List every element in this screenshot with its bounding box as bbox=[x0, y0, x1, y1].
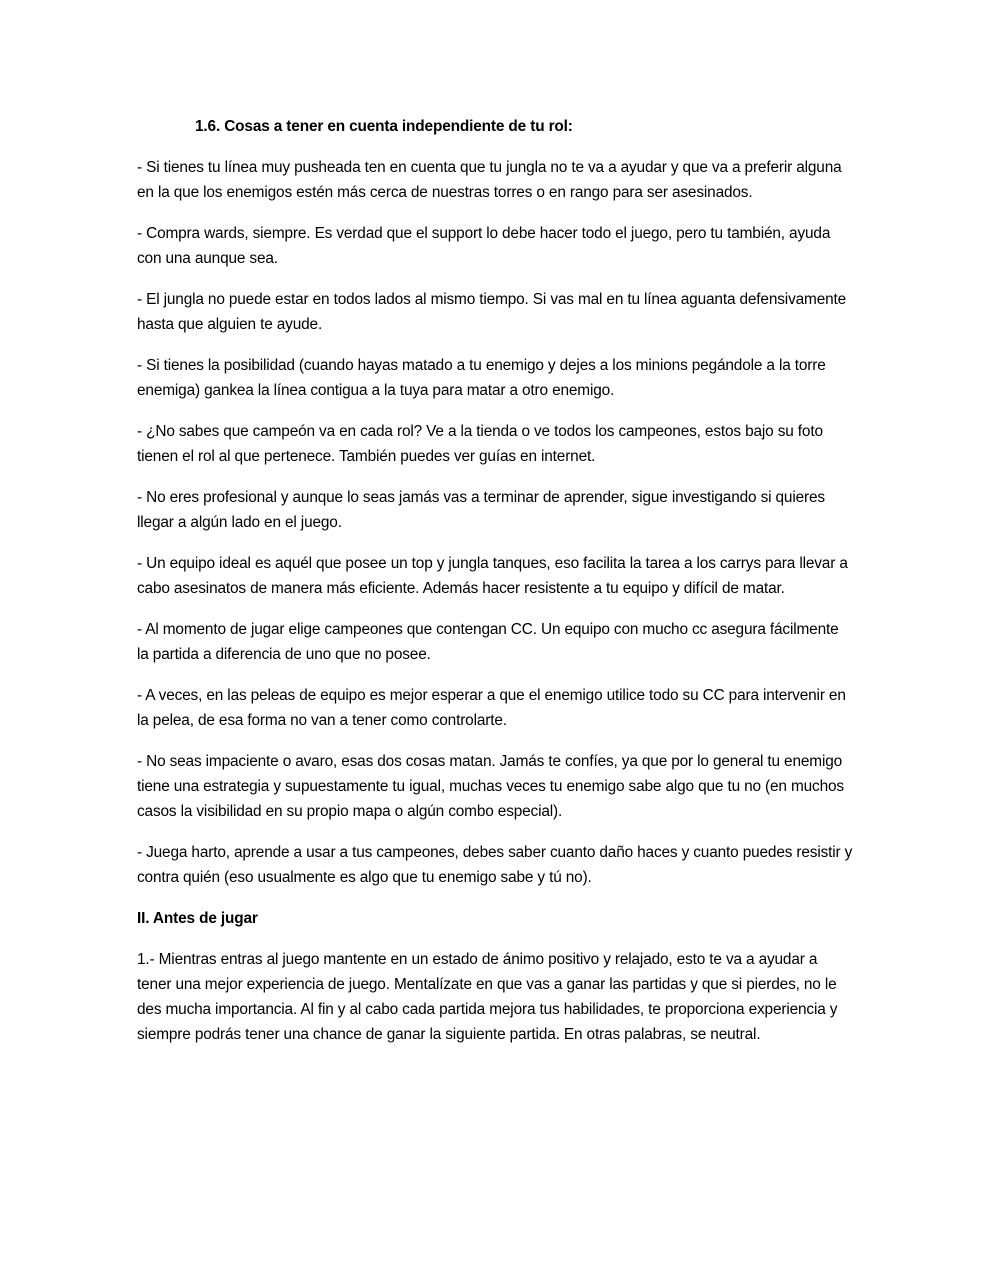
paragraph-play-a-lot: - Juega harto, aprende a usar a tus campeones, debes saber cuanto daño haces y cuanto puedes resistir y contra quién (eso usualmente es algo que tu enemigo sabe y tú no). bbox=[137, 844, 853, 886]
paragraph-champion-roles: - ¿No sabes que campeón va en cada rol? Ve a la tienda o ve todos los campeones, estos bajo su foto tienen el rol al que pertenece. También puedes ver guías en internet. bbox=[137, 423, 823, 465]
paragraph-choose-cc: - Al momento de jugar elige campeones que contengan CC. Un equipo con mucho cc asegura fácilmente la partida a diferencia de uno que no posee. bbox=[137, 621, 839, 663]
paragraph-before-playing: 1.- Mientras entras al juego mantente en un estado de ánimo positivo y relajado, esto te va a ayudar a tener una mejor experiencia de juego. Mentalízate en que vas a ganar las partidas y que si pierdes, no le des mucha importancia. Al fin y al cabo cada partida mejora tus habilidades, te proporciona experiencia y siempre podrás tener una chance de ganar la siguiente partida. En otras palabras, se neutral. bbox=[137, 951, 838, 1043]
paragraph-ideal-team: - Un equipo ideal es aquél que posee un top y jungla tanques, eso facilita la tarea a los carrys para llevar a cabo asesinatos de manera más eficiente. Además hacer resistente a tu equipo y difícil de matar. bbox=[137, 555, 848, 597]
section-heading-1-6: 1.6. Cosas a tener en cuenta independiente de tu rol: bbox=[195, 118, 573, 135]
paragraph-pushed-lane: - Si tienes tu línea muy pusheada ten en cuenta que tu jungla no te va a ayudar y que va a preferir alguna en la que los enemigos estén más cerca de nuestras torres o en rango para ser asesinados. bbox=[137, 159, 842, 201]
paragraph-wait-enemy-cc: - A veces, en las peleas de equipo es mejor esperar a que el enemigo utilice todo su CC para intervenir en la pelea, de esa forma no van a tener como controlarte. bbox=[137, 687, 846, 729]
paragraph-jungle-everywhere: - El jungla no puede estar en todos lados al mismo tiempo. Si vas mal en tu línea aguanta defensivamente hasta que alguien te ayude. bbox=[137, 291, 847, 333]
document-page bbox=[137, 114, 853, 1063]
paragraph-not-impatient: - No seas impaciente o avaro, esas dos cosas matan. Jamás te confíes, ya que por lo general tu enemigo tiene una estrategia y supuestamente tu igual, muchas veces tu enemigo sabe algo que tu no (en muchos casos la visibilidad en su propio mapa o algún combo especial). bbox=[137, 753, 844, 820]
paragraph-keep-learning: - No eres profesional y aunque lo seas jamás vas a terminar de aprender, sigue investigando si quieres llegar a algún lado en el juego. bbox=[137, 489, 825, 531]
section-heading-II: II. Antes de jugar bbox=[137, 910, 258, 927]
paragraph-buy-wards: - Compra wards, siempre. Es verdad que el support lo debe hacer todo el juego, pero tu también, ayuda con una aunque sea. bbox=[137, 225, 831, 267]
paragraph-gank-lane: - Si tienes la posibilidad (cuando hayas matado a tu enemigo y dejes a los minions pegándole a la torre enemiga) gankea la línea contigua a la tuya para matar a otro enemigo. bbox=[137, 357, 826, 399]
